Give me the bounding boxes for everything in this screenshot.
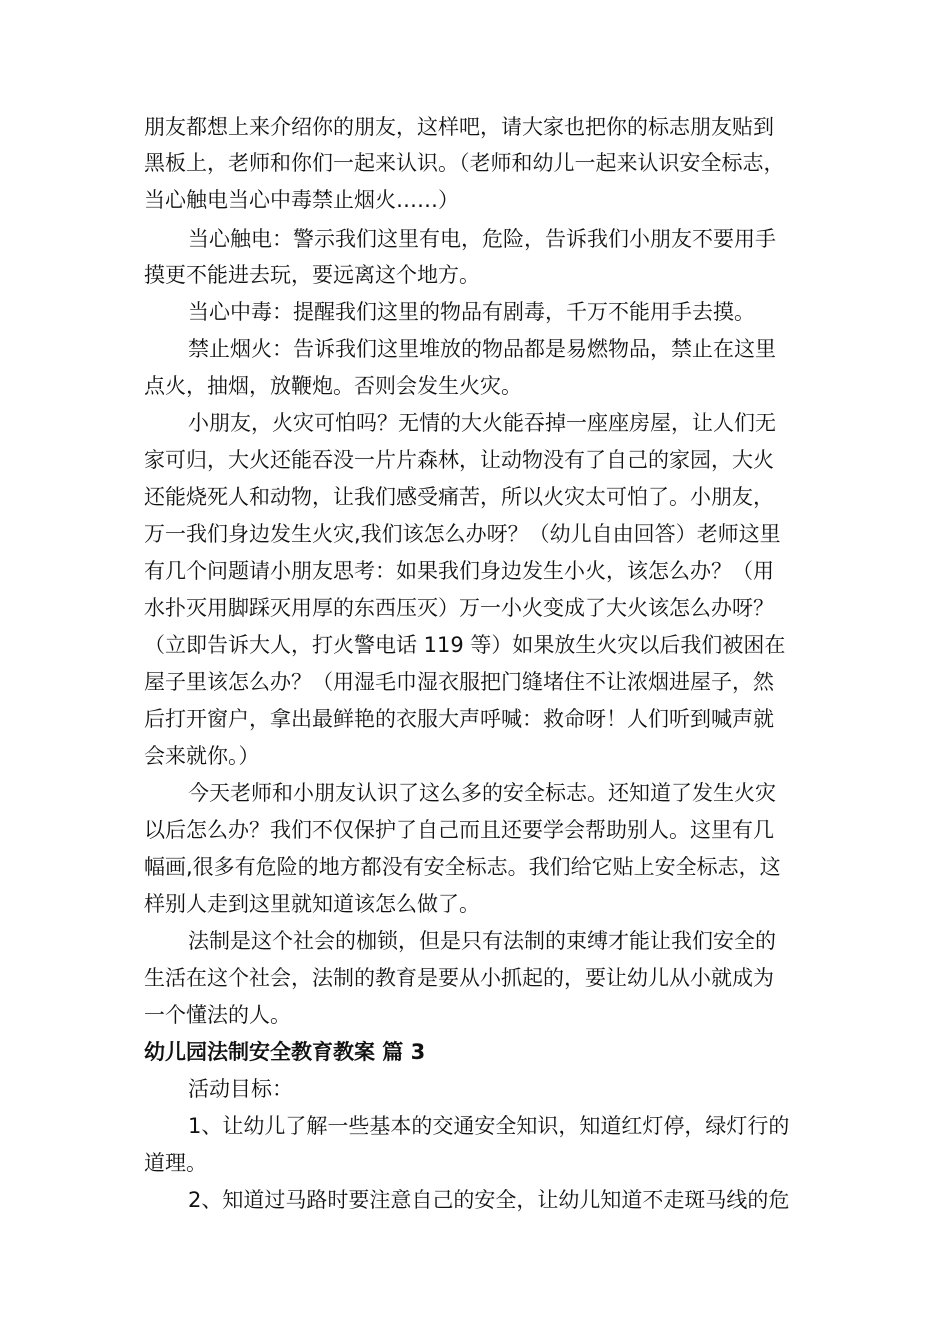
text-line: 点火，抽烟，放鞭炮。否则会发生火灾。 — [144, 374, 522, 398]
text-line: 摸更不能进去玩，要远离这个地方。 — [144, 263, 480, 287]
text-line: （立即告诉大人，打火警电话 119 等）如果放生火灾以后我们被困在 — [144, 633, 786, 657]
text-line: 水扑灭用脚踩灭用厚的东西压灭）万一小火变成了大火该怎么办呀？ — [144, 596, 774, 620]
text-line: 法制是这个社会的枷锁，但是只有法制的束缚才能让我们安全的 — [188, 929, 776, 953]
text-line: 小朋友，火灾可怕吗？无情的大火能吞掉一座座房屋，让人们无 — [188, 411, 776, 435]
text-line: 禁止烟火：告诉我们这里堆放的物品都是易燃物品，禁止在这里 — [188, 337, 776, 361]
text-line: 今天老师和小朋友认识了这么多的安全标志。还知道了发生火灾 — [188, 781, 776, 805]
text-line: 2、知道过马路时要注意自己的安全，让幼儿知道不走斑马线的危 — [188, 1188, 790, 1212]
text-line: 屋子里该怎么办？（用湿毛巾湿衣服把门缝堵住不让浓烟进屋子，然 — [144, 670, 774, 694]
text-line: 后打开窗户，拿出最鲜艳的衣服大声呼喊：救命呀！人们听到喊声就 — [144, 707, 774, 731]
text-line: 一个懂法的人。 — [144, 1003, 291, 1027]
text-line: 样别人走到这里就知道该怎么做了。 — [144, 892, 480, 916]
text-line: 道理。 — [144, 1151, 207, 1175]
text-line: 朋友都想上来介绍你的朋友，这样吧，请大家也把你的标志朋友贴到 — [144, 115, 774, 139]
text-line: 幅画,很多有危险的地方都没有安全标志。我们给它贴上安全标志，这 — [144, 855, 781, 879]
text-line: 当心触电当心中毒禁止烟火……） — [144, 188, 459, 212]
text-line: 还能烧死人和动物，让我们感受痛苦，所以火灾太可怕了。小朋友， — [144, 485, 774, 509]
text-line: 当心触电：警示我们这里有电，危险，告诉我们小朋友不要用手 — [188, 227, 776, 251]
text-line: 活动目标： — [188, 1077, 293, 1101]
text-line: 黑板上，老师和你们一起来认识。（老师和幼儿一起来认识安全标志， — [144, 151, 785, 175]
text-line: 1、让幼儿了解一些基本的交通安全知识，知道红灯停，绿灯行的 — [188, 1114, 790, 1138]
text-line: 有几个问题请小朋友思考：如果我们身边发生小火，该怎么办？（用 — [144, 559, 774, 583]
text-line: 以后怎么办？我们不仅保护了自己而且还要学会帮助别人。这里有几 — [144, 818, 774, 842]
text-line: 当心中毒：提醒我们这里的物品有剧毒，千万不能用手去摸。 — [188, 300, 755, 324]
text-line: 生活在这个社会，法制的教育是要从小抓起的，要让幼儿从小就成为 — [144, 966, 774, 990]
text-line: 万一我们身边发生火灾,我们该怎么办呀？（幼儿自由回答）老师这里 — [144, 522, 781, 546]
section-heading: 幼儿园法制安全教育教案 篇 3 — [144, 1040, 426, 1064]
text-line: 会来就你。） — [144, 744, 260, 768]
text-line: 家可归，大火还能吞没一片片森林，让动物没有了自己的家园，大火 — [144, 448, 774, 472]
